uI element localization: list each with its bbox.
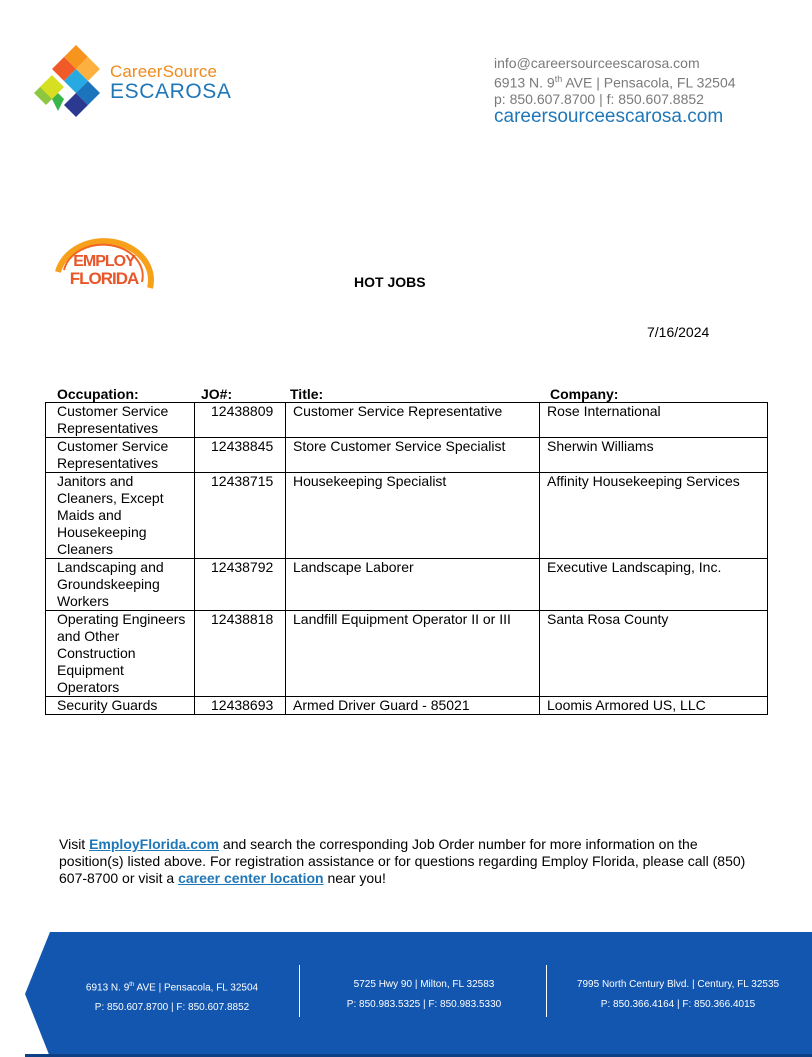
header-title: Title: [290, 386, 324, 402]
report-date: 7/16/2024 [647, 324, 710, 340]
cell-jo-number: 12438818 [195, 611, 286, 697]
header-occupation: Occupation: [57, 386, 139, 402]
hot-jobs-table [45, 385, 766, 715]
cell-jo-number: 12438845 [195, 438, 286, 473]
header-jo-number: JO#: [201, 386, 233, 402]
contact-address: 6913 N. 9th AVE | Pensacola, FL 32504 [494, 74, 736, 91]
footer-divider [546, 965, 547, 1017]
employ-florida-logo-icon [50, 230, 156, 290]
table-row [46, 697, 768, 715]
cell-company: Rose International [540, 403, 768, 438]
contact-phone: p: 850.607.8700 | f: 850.607.8852 [494, 90, 704, 107]
table-row [46, 611, 768, 697]
cell-title: Customer Service Representative [286, 403, 540, 438]
contact-website-link[interactable]: careersourceescarosa.com [494, 106, 724, 127]
contact-email[interactable]: info@careersourceescarosa.com [494, 55, 700, 71]
footer-address: 7995 North Century Blvd. | Century, FL 32535 [576, 979, 780, 990]
cell-occupation: Landscaping and Groundskeeping Workers [46, 559, 195, 611]
table-row [46, 438, 768, 473]
cell-occupation: Customer Service Representatives [46, 403, 195, 438]
jobs-grid [45, 402, 768, 715]
footer-phone: P: 850.366.4164 | F: 850.366.4015 [600, 999, 756, 1010]
page-title: HOT JOBS [354, 274, 426, 290]
cell-company: Loomis Armored US, LLC [540, 697, 768, 715]
header-company: Company: [550, 386, 619, 402]
cell-title: Landfill Equipment Operator II or III [286, 611, 540, 697]
cell-title: Landscape Laborer [286, 559, 540, 611]
footer-phone: P: 850.983.5325 | F: 850.983.5330 [346, 999, 502, 1010]
footer-location-pensacola [52, 975, 292, 1018]
contact-block [494, 55, 736, 107]
cell-occupation: Customer Service Representatives [46, 438, 195, 473]
footer-location-century [562, 975, 794, 1015]
cell-occupation: Janitors and Cleaners, Except Maids and Housekeeping Cleaners [46, 473, 195, 559]
svg-text:EMPLOY: EMPLOY [73, 253, 135, 270]
cell-company: Executive Landscaping, Inc. [540, 559, 768, 611]
cell-title: Store Customer Service Specialist [286, 438, 540, 473]
cell-jo-number: 12438792 [195, 559, 286, 611]
footer-divider [299, 965, 300, 1017]
cell-occupation: Security Guards [46, 697, 195, 715]
cell-jo-number: 12438715 [195, 473, 286, 559]
footer-address: 6913 N. 9th AVE | Pensacola, FL 32504 [85, 982, 259, 994]
cell-occupation: Operating Engineers and Other Construction Equipment Operators [46, 611, 195, 697]
employflorida-link[interactable]: EmployFlorida.com [89, 836, 220, 852]
brand-name-escarosa: ESCAROSA [110, 80, 232, 103]
cell-title: Housekeeping Specialist [286, 473, 540, 559]
table-row [46, 559, 768, 611]
table-row [46, 403, 768, 438]
cell-jo-number: 12438809 [195, 403, 286, 438]
info-paragraph: Visit EmployFlorida.com and search the corresponding Job Order number for more information on the position(s) listed above. For registration assistance or for questions regarding Employ Florida, please call (850) 607-8700 or visit a career center location near you! [59, 836, 746, 886]
footer-address: 5725 Hwy 90 | Milton, FL 32583 [353, 979, 495, 990]
cell-jo-number: 12438693 [195, 697, 286, 715]
footer-phone: P: 850.607.8700 | F: 850.607.8852 [94, 1002, 250, 1014]
footer-location-milton [304, 975, 544, 1015]
svg-text:FLORIDA: FLORIDA [69, 269, 139, 288]
footer [0, 932, 812, 1057]
table-row [46, 473, 768, 559]
brand-name-careersource: CareerSource [110, 62, 218, 81]
career-center-location-link[interactable]: career center location [178, 870, 324, 886]
cell-company: Affinity Housekeeping Services [540, 473, 768, 559]
table-header [45, 385, 766, 402]
cell-company: Santa Rosa County [540, 611, 768, 697]
cell-title: Armed Driver Guard - 85021 [286, 697, 540, 715]
careersource-logo-icon [34, 45, 108, 119]
cell-company: Sherwin Williams [540, 438, 768, 473]
